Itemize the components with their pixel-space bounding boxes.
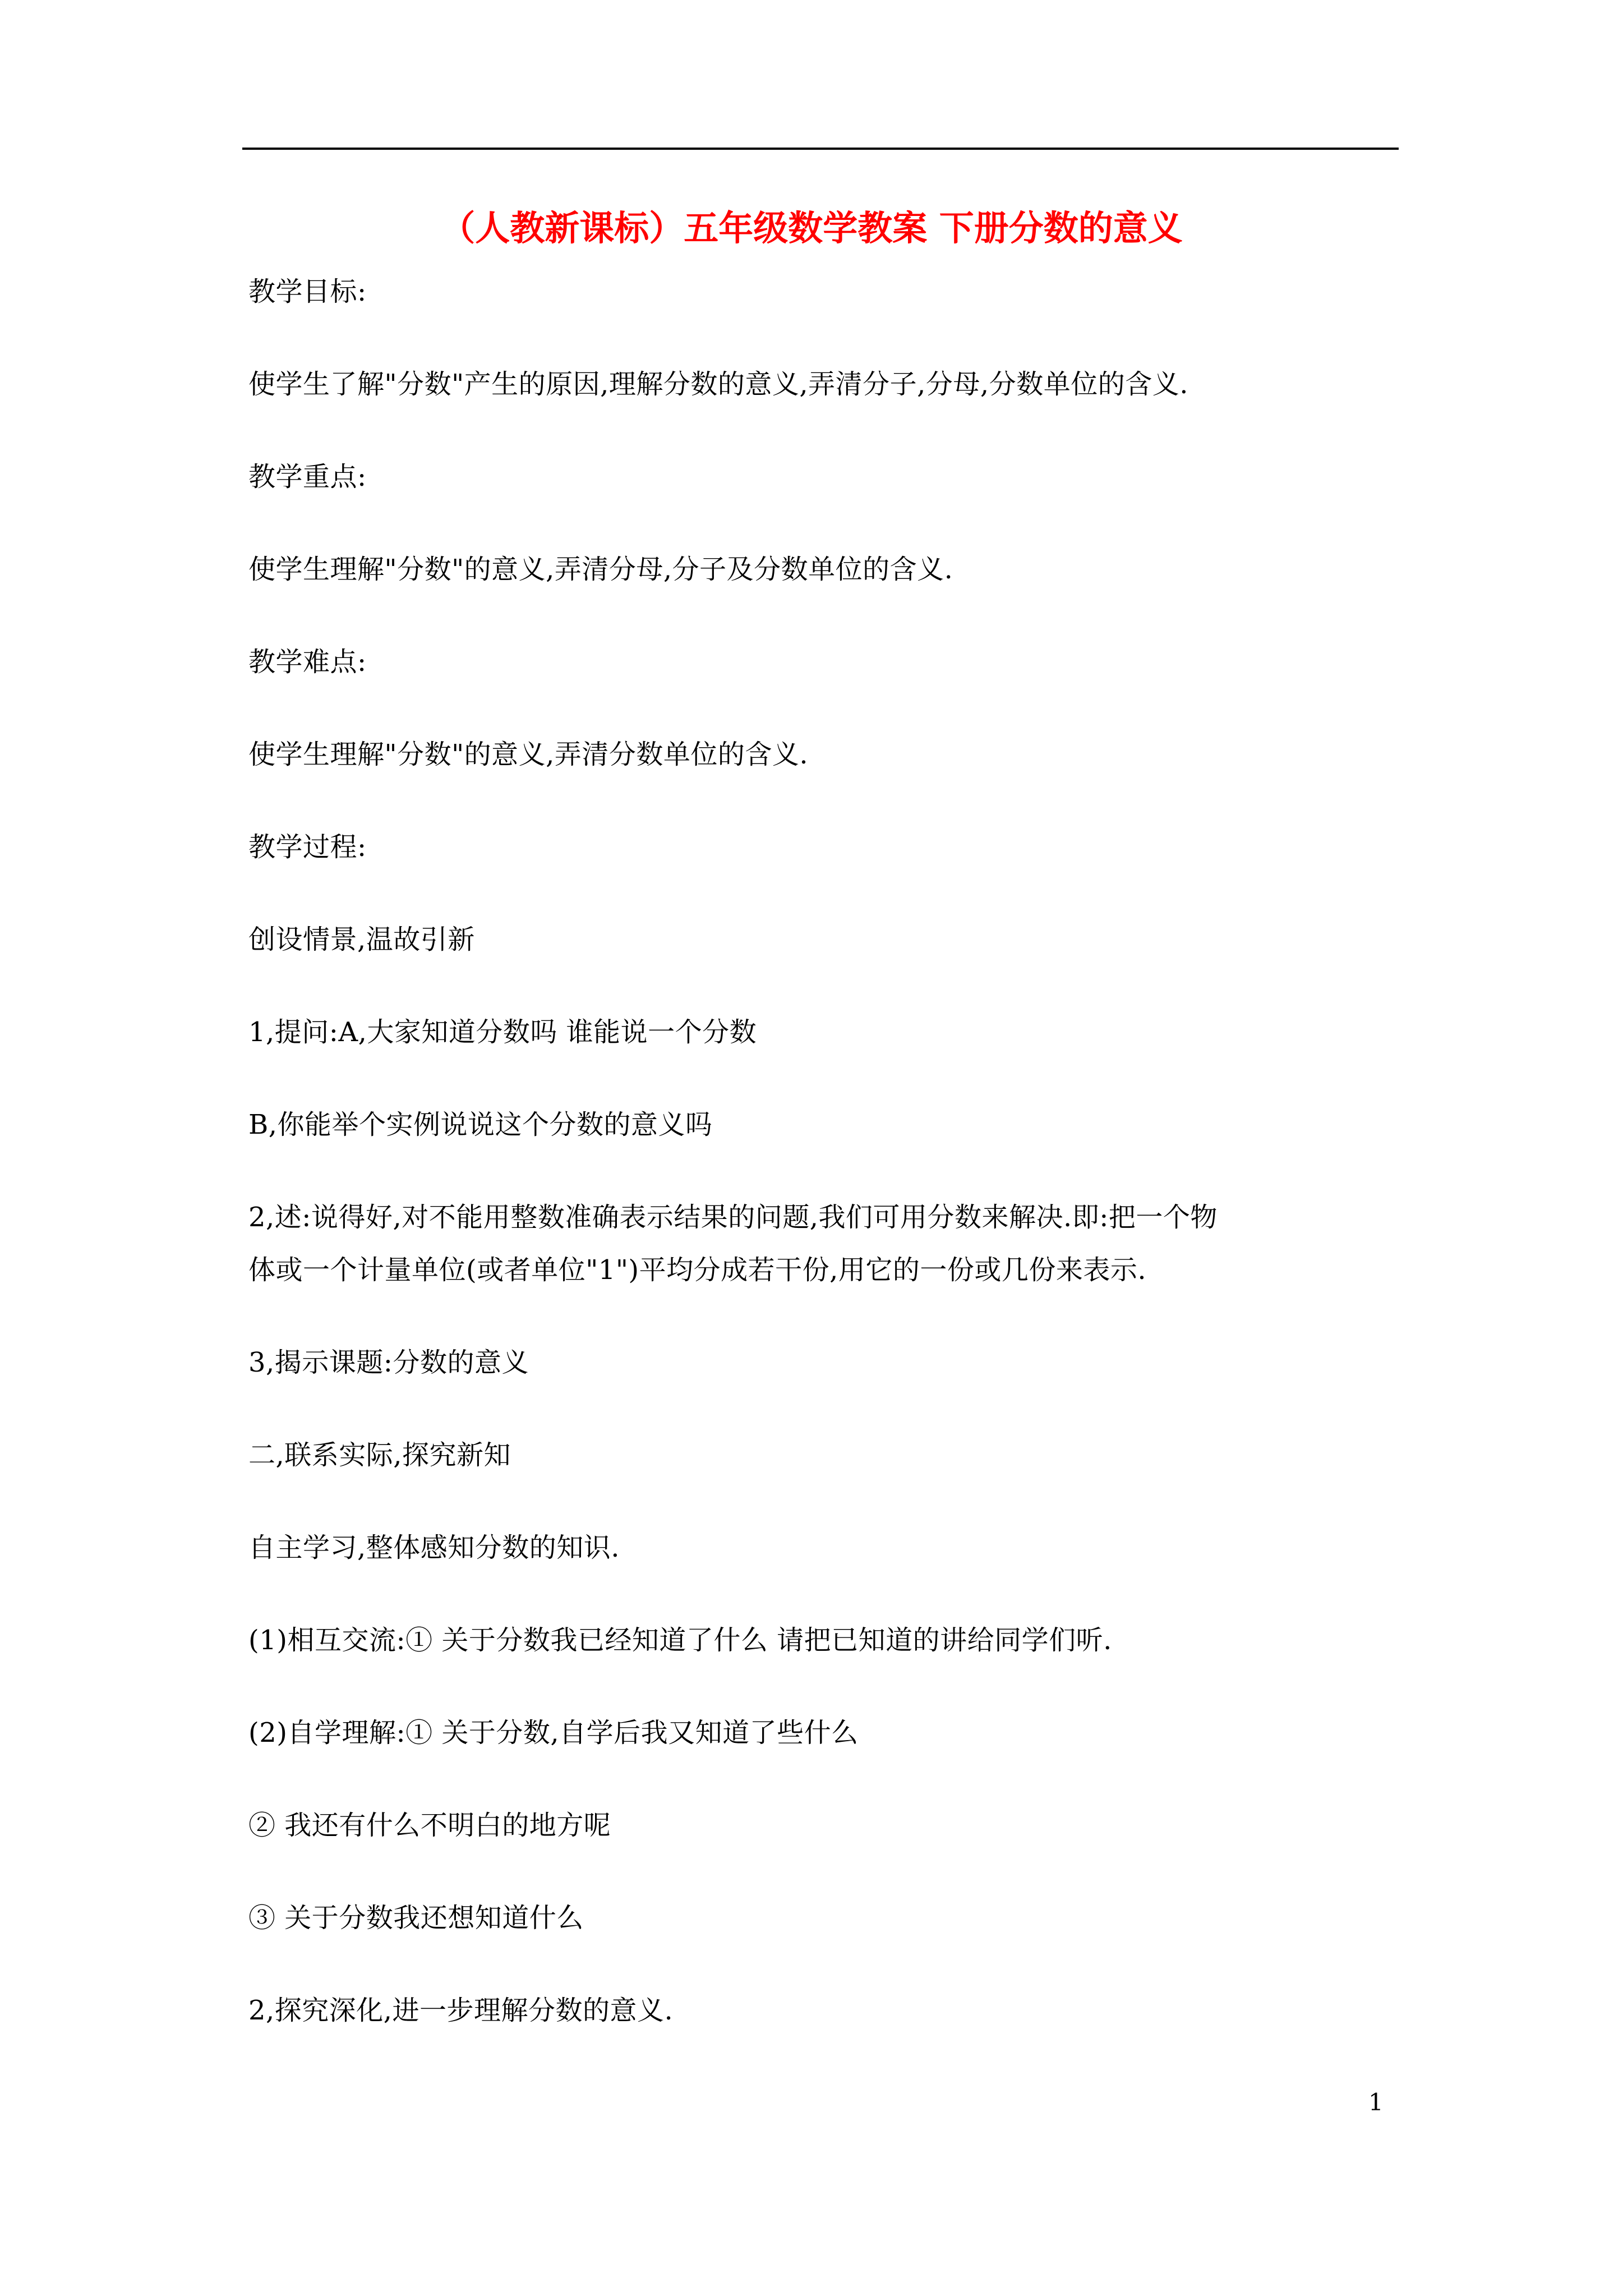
- section-heading-objectives: 教学目标:: [248, 276, 367, 307]
- section-heading-part-two: 二,联系实际,探究新知: [248, 1439, 511, 1471]
- paragraph-self-study: 自主学习,整体感知分数的知识.: [248, 1532, 620, 1563]
- paragraph-question-b: B,你能举个实例说说这个分数的意义吗: [248, 1109, 713, 1140]
- section-heading-process: 教学过程:: [248, 831, 367, 863]
- paragraph-question-a: 1,提问:A,大家知道分数吗 谁能说一个分数: [248, 1016, 757, 1048]
- section-heading-difficulties: 教学难点:: [248, 646, 367, 678]
- paragraph-statement-line2: 体或一个计量单位(或者单位"1")平均分成若干份,用它的一份或几份来表示.: [248, 1254, 1147, 1286]
- paragraph-deepen: 2,探究深化,进一步理解分数的意义.: [248, 1995, 674, 2026]
- paragraph-statement-line1: 2,述:说得好,对不能用整数准确表示结果的问题,我们可用分数来解决.即:把一个物: [248, 1202, 1218, 1233]
- paragraph-key-points: 使学生理解"分数"的意义,弄清分母,分子及分数单位的含义.: [248, 554, 953, 585]
- paragraph-difficulties: 使学生理解"分数"的意义,弄清分数单位的含义.: [248, 739, 809, 770]
- paragraph-reveal-topic: 3,揭示课题:分数的意义: [248, 1347, 529, 1378]
- page-number: 1: [1368, 2088, 1384, 2116]
- paragraph-item-3: ③ 关于分数我还想知道什么: [248, 1902, 584, 1934]
- document-title: （人教新课标）五年级数学教案 下册分数的意义: [440, 208, 1183, 249]
- paragraph-objectives: 使学生了解"分数"产生的原因,理解分数的意义,弄清分子,分母,分数单位的含义.: [248, 369, 1188, 400]
- paragraph-exchange: (1)相互交流:① 关于分数我已经知道了什么 请把已知道的讲给同学们听.: [248, 1625, 1112, 1656]
- header-rule: [242, 148, 1399, 150]
- section-heading-key-points: 教学重点:: [248, 461, 367, 493]
- paragraph-self-understanding: (2)自学理解:① 关于分数,自学后我又知道了些什么: [248, 1717, 859, 1749]
- paragraph-intro: 创设情景,温故引新: [248, 924, 475, 955]
- paragraph-item-2: ② 我还有什么不明白的地方呢: [248, 1810, 611, 1841]
